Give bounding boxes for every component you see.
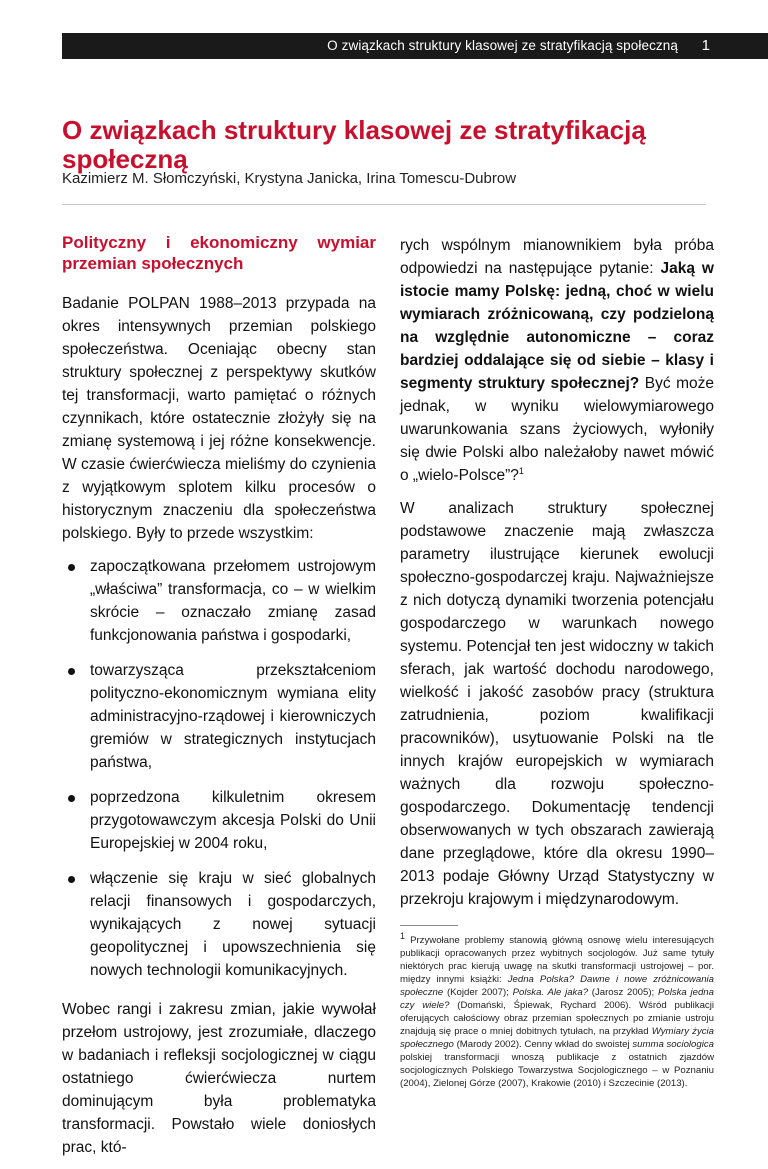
list-item	[62, 555, 376, 647]
footnote-text: (Jarosz 2005);	[588, 987, 658, 998]
footnote-reference: 1	[518, 465, 524, 476]
footnote-divider	[400, 925, 458, 926]
cited-title: summa sociologica	[632, 1039, 714, 1050]
cited-title: Jedna Polska? Dawne i nowe zróżnicowania społeczne	[400, 974, 714, 998]
list-item	[62, 867, 376, 982]
footnote	[400, 930, 715, 1090]
footnote-text: (Marody 2002). Cenny wkład do swoistej	[453, 1039, 633, 1050]
list-item	[62, 786, 376, 855]
left-column	[62, 232, 376, 1169]
running-title: O związkach struktury klasowej ze stratyfikacją społeczną	[327, 38, 678, 53]
bullet-icon	[68, 876, 75, 883]
page-number: 1	[701, 37, 710, 54]
footnote-number: 1	[400, 930, 406, 941]
process-list	[62, 555, 376, 982]
list-item-text: zapoczątkowana przełomem ustrojowym „właściwa” transformacja, co – w wielkim skrócie – oznaczało zmianę zasad funkcjonowania państwa i gospodarki,	[90, 558, 376, 644]
cited-title: Wymiary życia społecznego	[400, 1026, 715, 1050]
paragraph-text: rych wspólnym mianownikiem była próba odpowiedzi na następujące pytanie:	[400, 237, 714, 277]
analysis-paragraph: W analizach struktury społecznej podstawowe znaczenie mają zwłaszcza parametry ilustrujące kierunek ewolucji społeczno-gospodarczej kraju. Najważniejsze z nich dotyczą dynamiki tworzenia potencjału gospodarczego w warunkach nowego systemu. Potencjał ten jest widoczny w takich sferach, jak wartość dochodu narodowego, wielkość i jakość zasobów pracy (struktura zatrudnienia, poziom kwalifikacji pracowników), usytuowanie Polski na tle innych krajów europejskich w wymiarach ważnych dla rozwoju społeczno-gospodarczego. Dokumentację tendencji obserwowanych w tych obszarach zawierają dane przeglądowe, które dla okresu 1990–2013 podaje Główny Urząd Statystyczny w przekroju krajowym i międzynarodowym.	[400, 500, 714, 908]
authors-line: Kazimierz M. Słomczyński, Krystyna Janicka, Irina Tomescu-Dubrow	[62, 170, 517, 187]
cited-title: Polska jedna czy wiele?	[400, 987, 714, 1011]
closing-paragraph: Wobec rangi i zakresu zmian, jakie wywołał przełom ustrojowy, jest zrozumiałe, dlaczego w badaniach i refleksji socjologicznej w ciągu ostatniego ćwierćwiecza nurtem dominującym była problematyka transformacji. Powstało wiele doniosłych prac, któ-	[62, 1001, 376, 1156]
cited-title: Polska. Ale jaka?	[512, 987, 589, 998]
bullet-icon	[68, 564, 75, 571]
list-item	[62, 659, 376, 774]
question-paragraph	[400, 234, 714, 487]
paragraph-text: Być może jednak, w wyniku wielowymiarowego uwarunkowania szans życiowych, wyłoniły się dwie Polski albo należałoby nawet mówić o „wielo-Polsce”?	[400, 375, 715, 484]
intro-paragraph: Badanie POLPAN 1988–2013 przypada na okres intensywnych przemian polskiego społeczeństwa. Oceniając obecny stan struktury społecznej z perspektywy skutków tej transformacji, warto pamiętać o różnych czynnikach, które ostatecznie złożyły się na zmianę systemową i jej różne konsekwencje. W czasie ćwierćwiecza mieliśmy do czynienia z wyjątkowym splotem kilku procesów o historycznym znaczeniu dla społeczeństwa polskiego. Były to przede wszystkim:	[62, 295, 376, 542]
right-column	[400, 234, 714, 1090]
section-heading: Polityczny i ekonomiczny wymiar przemian społecznych	[62, 233, 376, 273]
running-header	[62, 33, 768, 59]
footnote-text: (Kojder 2007);	[443, 987, 513, 998]
title-divider	[62, 204, 706, 205]
list-item-text: poprzedzona kilkuletnim okresem przygotowawczym akcesja Polski do Unii Europejskiej w 2004 roku,	[90, 789, 376, 852]
article-title: O związkach struktury klasowej ze stratyfikacją społeczną	[62, 115, 646, 174]
footnote-text: (Domański, Śpiewak, Rychard 2006). Wśród publikacji oferujących całościowy obraz przemian społecznych po zmianie ustroju znajdują się prace o mniej dobitnych tytułach, na przykład	[400, 1000, 714, 1037]
footnote-text: Przywołane problemy stanowią główną osnowę wielu interesujących publikacji opracowanych przez wybitnych socjologów. Już same tytuły niektórych prac kierują uwagę na skutki transformacji ustrojowej – por. między innymi książki:	[400, 935, 714, 985]
bullet-icon	[68, 795, 75, 802]
list-item-text: towarzysząca przekształceniom polityczno-ekonomicznym wymiana elity administracyjno-rządowej i kierowniczych gremiów w strategicznych instytucjach państwa,	[90, 662, 376, 771]
list-item-text: włączenie się kraju w sieć globalnych relacji finansowych i gospodarczych, wynikających z nowej sytuacji geopolitycznej i upowszechnienia się nowych technologii komunikacyjnych.	[90, 870, 376, 979]
key-question: Jaką w istocie mamy Polskę: jedną, choć w wielu wymiarach zróżnicowaną, czy podzieloną na względnie autonomiczne – coraz bardziej oddalające się od siebie – klasy i segmenty struktury społecznej?	[400, 260, 714, 392]
footnote-text: polskiej transformacji wnoszą publikacje z ostatnich zjazdów socjologicznych Polskiego Towarzystwa Socjologicznego – w Poznaniu (2004), Zielonej Górze (2007), Krakowie (2010) i Szczecinie (2013).	[400, 1052, 714, 1089]
bullet-icon	[68, 668, 75, 675]
